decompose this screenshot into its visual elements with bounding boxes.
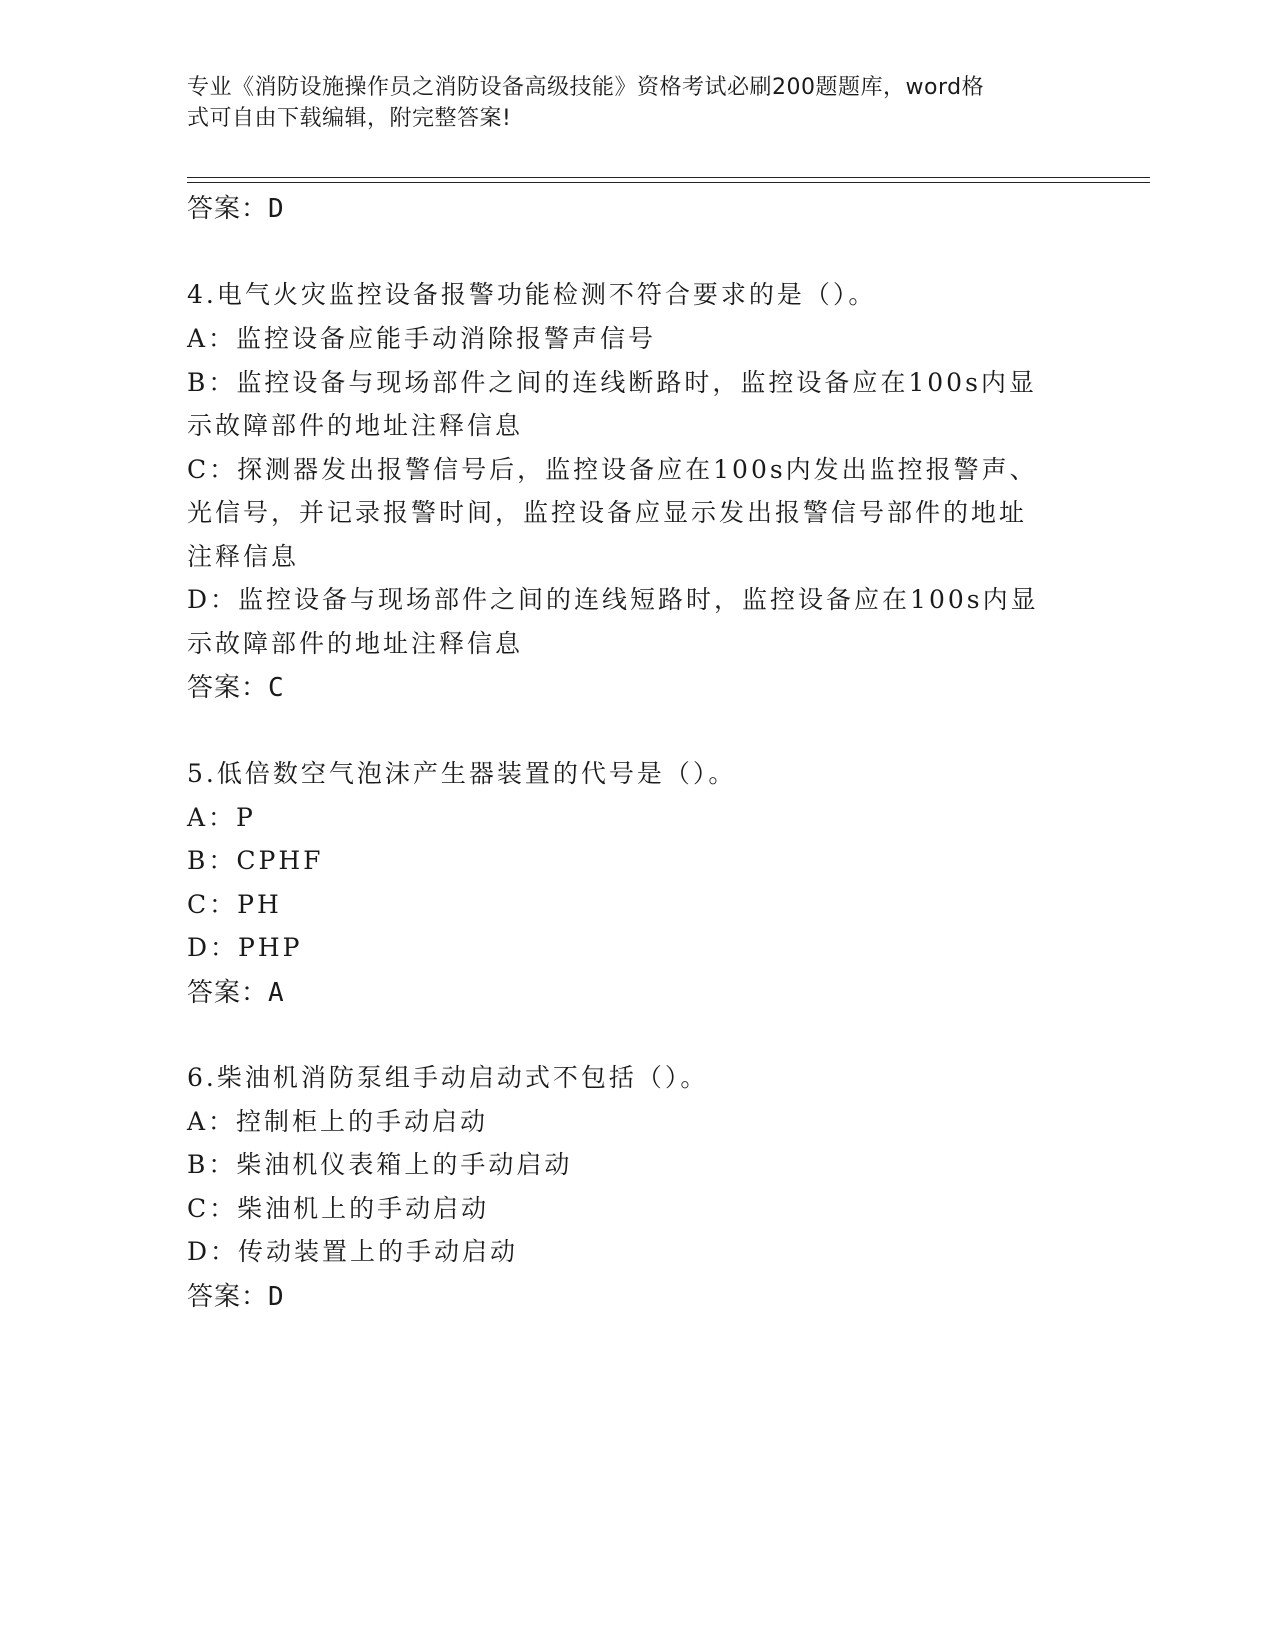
question-4-option-b-line-2: 示故障部件的地址注释信息	[187, 411, 524, 440]
question-4-option-c-line-1: C：探测器发出报警信号后，监控设备应在100s内发出监控报警声、	[187, 455, 1038, 484]
answer-label: 答案：	[187, 673, 269, 703]
question-4-answer	[187, 667, 285, 704]
question-6-option-c: C：柴油机上的手动启动	[187, 1194, 490, 1223]
question-6-option-b: B：柴油机仪表箱上的手动启动	[187, 1150, 573, 1179]
question-5-option-c: C：PH	[187, 890, 282, 919]
header-line-2: 式可自由下载编辑，附完整答案!	[187, 106, 512, 131]
question-4-option-d-line-2: 示故障部件的地址注释信息	[187, 629, 524, 658]
question-5-answer	[187, 972, 285, 1009]
question-5-option-a: A：P	[187, 803, 256, 832]
answer-value: A	[268, 978, 285, 1008]
header-line-1: 专业《消防设施操作员之消防设备高级技能》资格考试必刷200题题库，word格	[187, 75, 985, 100]
answer-label: 答案：	[187, 978, 269, 1008]
question-6-option-d: D：传动装置上的手动启动	[187, 1237, 519, 1266]
question-4-option-c-line-2: 光信号，并记录报警时间，监控设备应显示发出报警信号部件的地址	[187, 498, 1028, 527]
question-5-option-b: B：CPHF	[187, 846, 324, 875]
answer-value: D	[268, 194, 285, 224]
question-6-text: 6.柴油机消防泵组手动启动式不包括（）。	[187, 1063, 709, 1092]
question-6-answer	[187, 1276, 285, 1313]
document-header	[187, 72, 1067, 134]
header-rule-top	[187, 177, 1150, 178]
question-4-option-a: A：监控设备应能手动消除报警声信号	[187, 324, 657, 353]
question-4-option-b-line-1: B：监控设备与现场部件之间的连线断路时，监控设备应在100s内显	[187, 368, 1037, 397]
question-5-option-d: D：PHP	[187, 933, 303, 962]
answer-label: 答案：	[187, 194, 269, 224]
answer-line	[187, 188, 285, 225]
question-6-option-a: A：控制柜上的手动启动	[187, 1107, 489, 1136]
question-5-text: 5.低倍数空气泡沫产生器装置的代号是（）。	[187, 759, 737, 788]
answer-label: 答案：	[187, 1282, 269, 1312]
header-rule-bottom	[187, 182, 1150, 183]
answer-value: C	[268, 673, 285, 703]
question-4-option-c-line-3: 注释信息	[187, 542, 300, 571]
answer-value: D	[268, 1282, 285, 1312]
question-4-text: 4.电气火灾监控设备报警功能检测不符合要求的是（）。	[187, 280, 877, 309]
question-4-option-d-line-1: D：监控设备与现场部件之间的连线短路时，监控设备应在100s内显	[187, 585, 1039, 614]
